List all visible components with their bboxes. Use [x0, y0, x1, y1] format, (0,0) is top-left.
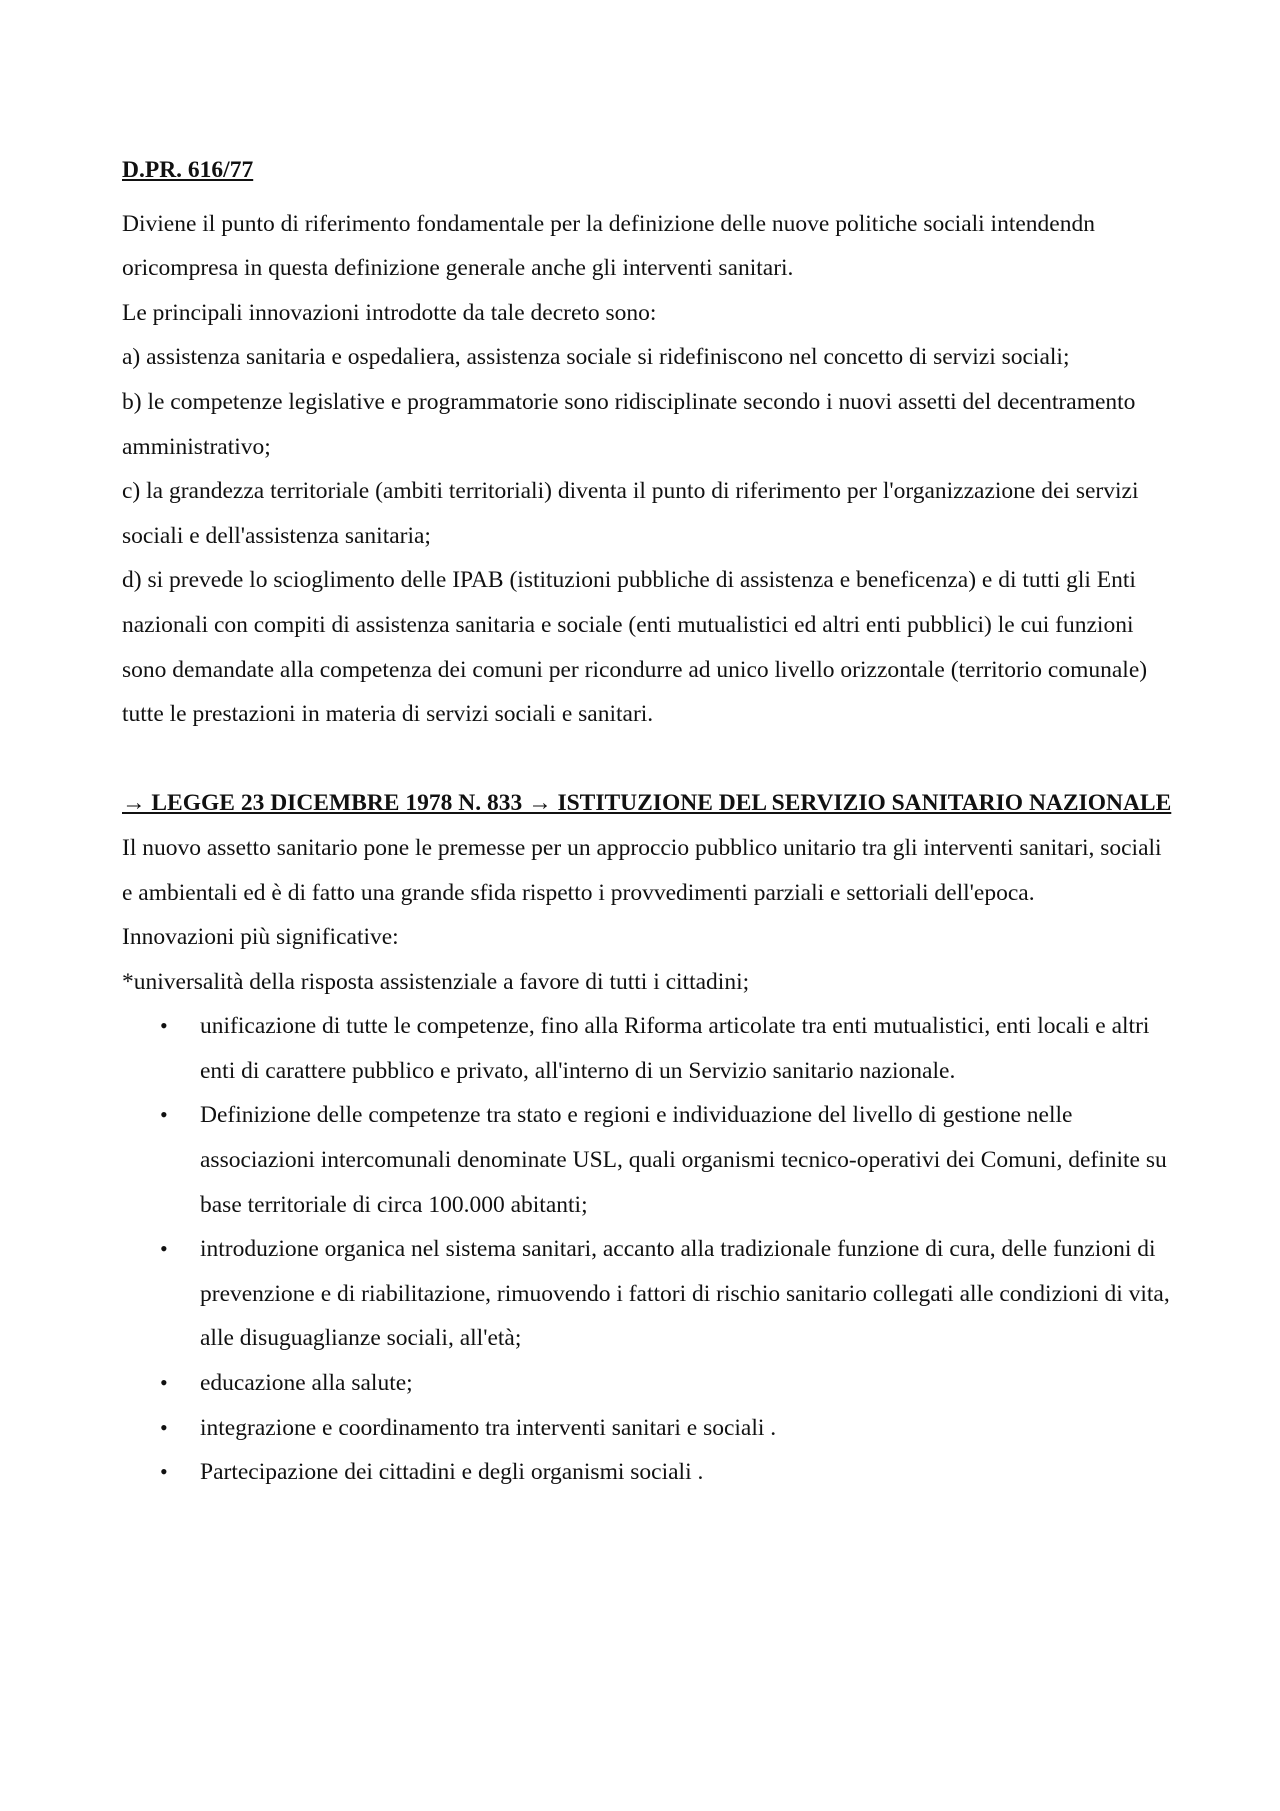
bullet-icon: •: [160, 1102, 168, 1128]
bullet-icon: •: [160, 1370, 168, 1396]
list-item: [122, 1093, 1172, 1227]
list-item: [122, 1227, 1172, 1361]
list-item-text: Definizione delle competenze tra stato e regioni e individuazione del livello di gestione nelle associazioni intercomunali denominate USL, quali organismi tecnico-operativi dei Comuni, definite su base territoriale di circa 100.000 abitanti;: [200, 1102, 1167, 1218]
section-heading-dpr: D.PR. 616/77: [122, 157, 254, 183]
paragraph-lead: Innovazioni più significative:: [122, 924, 399, 951]
list-item: [122, 1361, 1172, 1406]
list-item-star: *universalità della risposta assistenziale a favore di tutti i cittadini;: [122, 968, 750, 995]
bullet-icon: •: [160, 1236, 168, 1262]
bullet-icon: •: [160, 1459, 168, 1485]
bullet-icon: •: [160, 1013, 168, 1039]
list-item-c: c) la grandezza territoriale (ambiti territoriali) diventa il punto di riferimento per l'organizzazione dei servizi sociali e dell'assistenza sanitaria;: [122, 478, 1139, 549]
bullet-list: [122, 1004, 1172, 1495]
list-item: [122, 1450, 1172, 1495]
section-dpr-body: [122, 202, 1172, 737]
section-heading-legge-833: → LEGGE 23 DICEMBRE 1978 N. 833 → ISTITUZIONE DEL SERVIZIO SANITARIO NAZIONALE: [122, 790, 1172, 817]
list-item-text: integrazione e coordinamento tra interventi sanitari e sociali .: [200, 1414, 777, 1441]
paragraph-intro: Diviene il punto di riferimento fondamentale per la definizione delle nuove politiche sociali intendendn oricompresa in questa definizione generale anche gli interventi sanitari.: [122, 210, 1095, 282]
section-legge-body: [122, 826, 1172, 1495]
list-item-d: d) si prevede lo scioglimento delle IPAB (istituzioni pubbliche di assistenza e beneficenza) e di tutti gli Enti nazionali con compiti di assistenza sanitaria e sociale (enti mutualistici ed altri enti pubblici) le cui funzioni sono demandate alla competenza dei comuni per ricondurre ad unico livello orizzontale (territorio comunale) tutte le prestazioni in materia di servizi sociali e sanitari.: [122, 567, 1148, 728]
list-item-text: introduzione organica nel sistema sanitari, accanto alla tradizionale funzione di cura, delle funzioni di prevenzione e di riabilitazione, rimuovendo i fattori di rischio sanitario collegati alle condizioni di vita, alle disuguaglianze sociali, all'età;: [200, 1236, 1170, 1352]
list-item: [122, 1406, 1172, 1451]
list-item-text: unificazione di tutte le competenze, fino alla Riforma articolate tra enti mutualistici, enti locali e altri enti di carattere pubblico e privato, all'interno di un Servizio sanitario nazionale.: [200, 1013, 1150, 1084]
paragraph-intro: Il nuovo assetto sanitario pone le premesse per un approccio pubblico unitario tra gli interventi sanitari, sociali e ambientali ed è di fatto una grande sfida rispetto i provvedimenti parziali e settoriali dell'epoca.: [122, 834, 1162, 906]
list-item-b: b) le competenze legislative e programmatorie sono ridisciplinate secondo i nuovi assetti del decentramento amministrativo;: [122, 388, 1136, 460]
list-item-text: Partecipazione dei cittadini e degli organismi sociali .: [200, 1459, 704, 1486]
list-item-a: a) assistenza sanitaria e ospedaliera, assistenza sociale si ridefiniscono nel concetto di servizi sociali;: [122, 344, 1070, 371]
list-item: [122, 1004, 1172, 1093]
document-page: [122, 148, 1172, 1495]
bullet-icon: •: [160, 1414, 168, 1440]
spacer: [122, 737, 1172, 782]
list-item-text: educazione alla salute;: [200, 1370, 413, 1397]
paragraph-lead: Le principali innovazioni introdotte da tale decreto sono:: [122, 299, 657, 326]
